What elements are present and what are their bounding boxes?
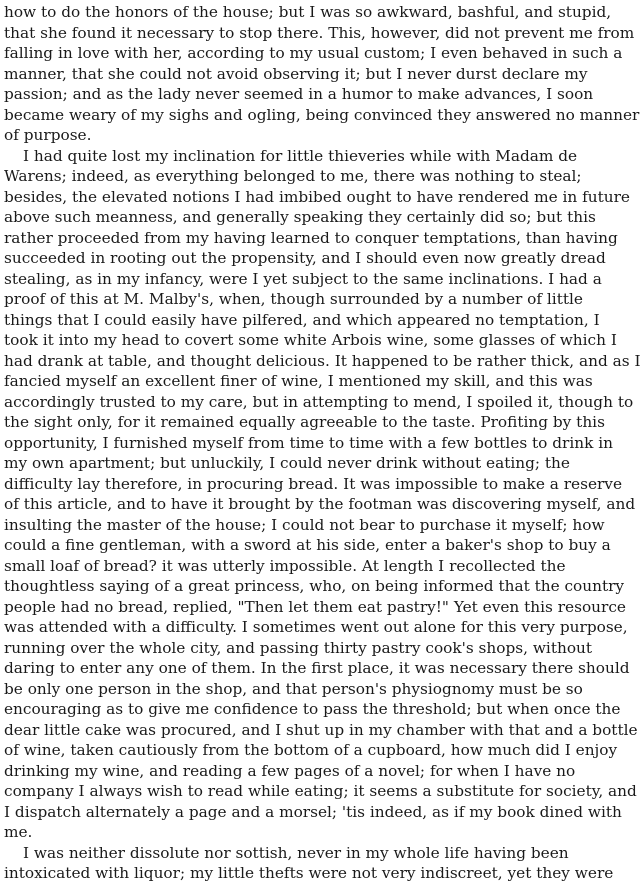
text-line: I dispatch alternately a page and a morsel; 'tis indeed, as if my book dined with [4, 802, 622, 821]
text-line: above such meanness, and generally speaking they certainly did so; but this [4, 208, 596, 226]
text-line: Warens; indeed, as everything belonged to me, there was nothing to steal; [4, 167, 582, 185]
text-line: intoxicated with liquor; my little thefts were not very indiscreet, yet they were [4, 864, 614, 882]
text-line: my own apartment; but unluckily, I could never drink without eating; the [4, 454, 570, 472]
text-line: falling in love with her, according to my usual custom; I even behaved in such a [4, 44, 623, 62]
paragraph [4, 146, 641, 843]
text-line: drinking my wine, and reading a few pages of a novel; for when I have no [4, 761, 576, 780]
text-line: manner, that she could not avoid observing it; but I never durst declare my [4, 64, 588, 83]
text-line: passion; and as the lady never seemed in a humor to make advances, I soon [4, 85, 594, 103]
text-line: could a fine gentleman, with a sword at his side, enter a baker's shop to buy a [4, 536, 611, 554]
text-line: I was neither dissolute nor sottish, never in my whole life having been [23, 843, 569, 862]
text-line: succeeded in rooting out the propensity, and I should even now greatly dread [4, 249, 606, 267]
text-line: had drank at table, and thought delicious. It happened to be rather thick, and as I [4, 351, 641, 370]
book-page [4, 2, 641, 884]
text-line: besides, the elevated notions I had imbibed ought to have rendered me in future [4, 187, 630, 206]
paragraph [4, 2, 640, 146]
text-line: of this article, and to have it brought by the footman was discovering myself, and [4, 495, 636, 513]
text-line: was attended with a difficulty. I sometimes went out alone for this very purpose, [4, 618, 628, 636]
text-line: difficulty lay therefore, in procuring bread. It was impossible to make a reserve [4, 474, 623, 493]
text-line: small loaf of bread? it was utterly impossible. At length I recollected the [4, 556, 566, 575]
text-line: daring to enter any one of them. In the first place, it was necessary there should [4, 659, 630, 677]
text-line: of purpose. [4, 126, 92, 144]
text-line: proof of this at M. Malby's, when, though surrounded by a number of little [4, 290, 583, 308]
text-line: things that I could easily have pilfered, and which appeared no temptation, I [4, 310, 600, 329]
text-line: encouraging as to give me confidence to pass the threshold; but when once the [4, 700, 621, 718]
text-line: rather proceeded from my having learned to conquer temptations, than having [4, 228, 618, 247]
text-line: people had no bread, replied, "Then let them eat pastry!" Yet even this resource [4, 597, 626, 616]
text-line: running over the whole city, and passing thirty pastry cook's shops, without [4, 638, 593, 657]
text-line: accordingly trusted to my care, but in attempting to mend, I spoiled it, though to [4, 392, 634, 411]
text-line: of wine, taken cautiously from the bottom of a cupboard, how much did I enjoy [4, 741, 618, 759]
text-line: I had quite lost my inclination for little thieveries while with Madam de [23, 146, 578, 165]
text-line: me. [4, 823, 33, 841]
text-line: took it into my head to covert some white Arbois wine, some glasses of which I [4, 331, 617, 349]
text-line: that she found it necessary to stop there. This, however, did not prevent me from [4, 23, 635, 42]
text-line: be only one person in the shop, and that person's physiognomy must be so [4, 679, 583, 698]
text-line: fancied myself an excellent finer of wine, I mentioned my skill, and this was [4, 372, 593, 390]
text-line: company I always wish to read while eating; it seems a substitute for society, and [4, 782, 637, 800]
text-line: insulting the master of the house; I could not bear to purchase it myself; how [4, 515, 605, 534]
text-line: thoughtless saying of a great princess, who, on being informed that the country [4, 577, 625, 595]
text-line: how to do the honors of the house; but I was so awkward, bashful, and stupid, [4, 3, 612, 21]
text-line: opportunity, I furnished myself from time to time with a few bottles to drink in [4, 433, 613, 452]
text-line: stealing, as in my infancy, were I yet subject to the same inclinations. I had a [4, 269, 602, 288]
paragraph [4, 843, 614, 884]
text-line: the sight only, for it remained equally agreeable to the taste. Profiting by this [4, 413, 605, 431]
text-line: became weary of my sighs and ogling, being convinced they answered no manner [4, 105, 640, 124]
text-line: dear little cake was procured, and I shut up in my chamber with that and a bottle [4, 720, 638, 739]
